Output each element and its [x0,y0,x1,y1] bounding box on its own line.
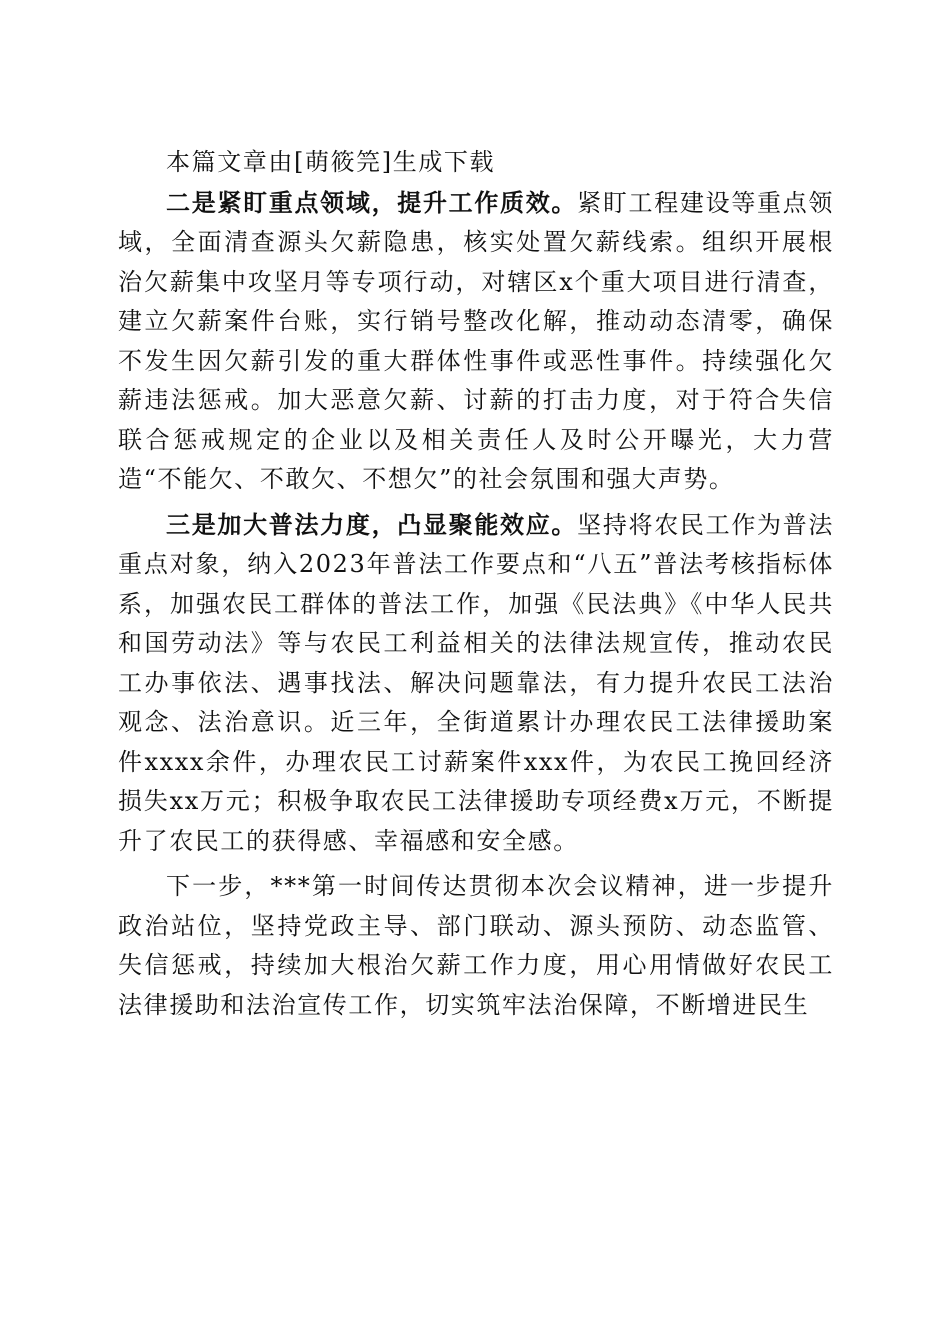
paragraph-lead: 三是加大普法力度，凸显聚能效应。 [166,509,578,539]
paragraph-legal-education [118,505,834,862]
paragraph-next-steps [118,866,834,1025]
paragraph-text: 下一步，***第一时间传达贯彻本次会议精神，进一步提升政治站位，坚持党政主导、部门联动、源头预防、动态监管、失信惩戒，持续加大根治欠薪工作力度，用心用情做好农民工法律援助和法治宣传工作，切实筑牢法治保障，不断增进民生 [118,872,834,1019]
paragraph-focus-areas [118,183,834,500]
paragraph-lead: 二是紧盯重点领域，提升工作质效。 [166,187,578,217]
paragraph-text: 坚持将农民工作为普法重点对象，纳入2023年普法工作要点和“八五”普法考核指标体系，加强农民工群体的普法工作，加强《民法典》《中华人民共和国劳动法》等与农民工利益相关的法律法规宣传，推动农民工办事依法、遇事找法、解决问题靠法，有力提升农民工法治观念、法治意识。近三年，全街道累计办理农民工法律援助案件xxxx余件，办理农民工讨薪案件xxx件，为农民工挽回经济损失xx万元；积极争取农民工法律援助专项经费x万元，不断提升了农民工的获得感、幸福感和安全感。 [118,510,835,855]
paragraph-text: 紧盯工程建设等重点领域，全面清查源头欠薪隐患，核实处置欠薪线索。组织开展根治欠薪集中攻坚月等专项行动，对辖区x个重大项目进行清查，建立欠薪案件台账，实行销号整改化解，推动动态清零，确保不发生因欠薪引发的重大群体性事件或恶性事件。持续强化欠薪违法惩戒。加大恶意欠薪、讨薪的打击力度，对于符合失信联合惩戒规定的企业以及相关责任人及时公开曝光，大力营造“不能欠、不敢欠、不想欠”的社会氛围和强大声势。 [118,188,835,493]
document-body [118,143,834,1025]
download-notice: 本篇文章由[萌筱笎]生成下载 [166,148,496,176]
